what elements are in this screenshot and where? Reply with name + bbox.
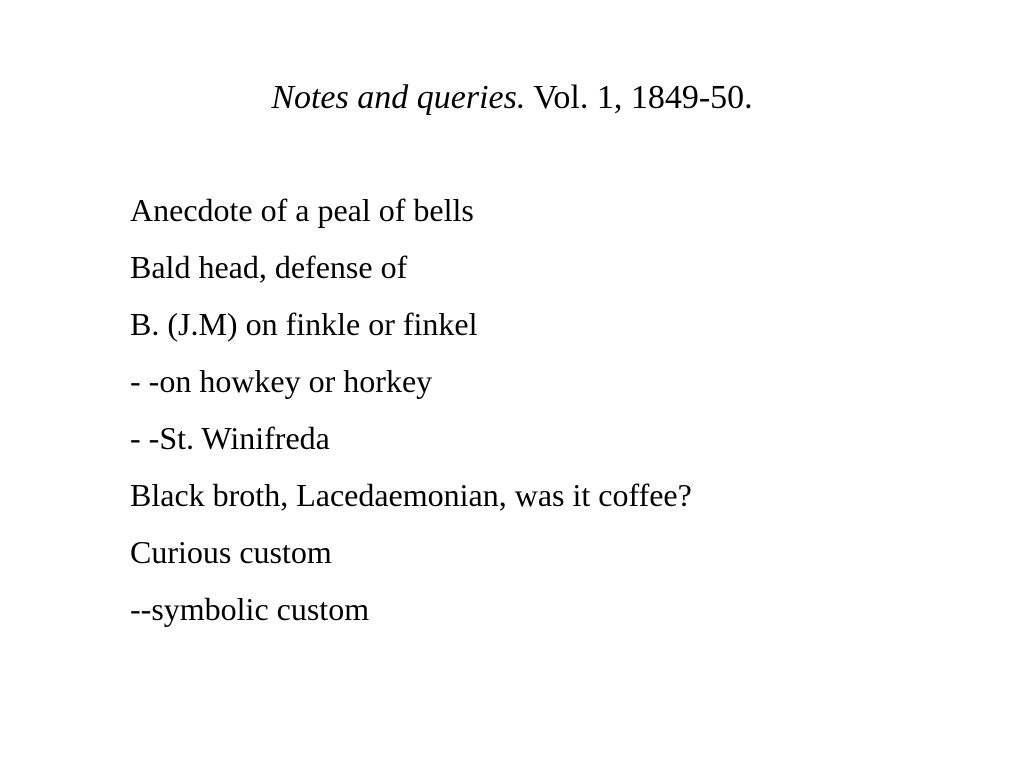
index-entry: - -St. Winifreda bbox=[130, 420, 330, 456]
index-entry: Anecdote of a peal of bells bbox=[130, 192, 474, 228]
index-entry: Bald head, defense of bbox=[130, 249, 408, 285]
index-entry-list bbox=[130, 188, 990, 644]
index-entry: Curious custom bbox=[130, 534, 332, 570]
index-entry: Black broth, Lacedaemonian, was it coffee? bbox=[130, 477, 692, 513]
title-italic-part: Notes and queries. bbox=[271, 79, 526, 116]
page-title bbox=[0, 78, 1024, 118]
index-entry: --symbolic custom bbox=[130, 591, 370, 627]
index-entry: - -on howkey or horkey bbox=[130, 363, 433, 399]
title-plain-part: Vol. 1, 1849-50. bbox=[525, 79, 753, 116]
index-entry: B. (J.M) on finkle or finkel bbox=[130, 306, 478, 342]
